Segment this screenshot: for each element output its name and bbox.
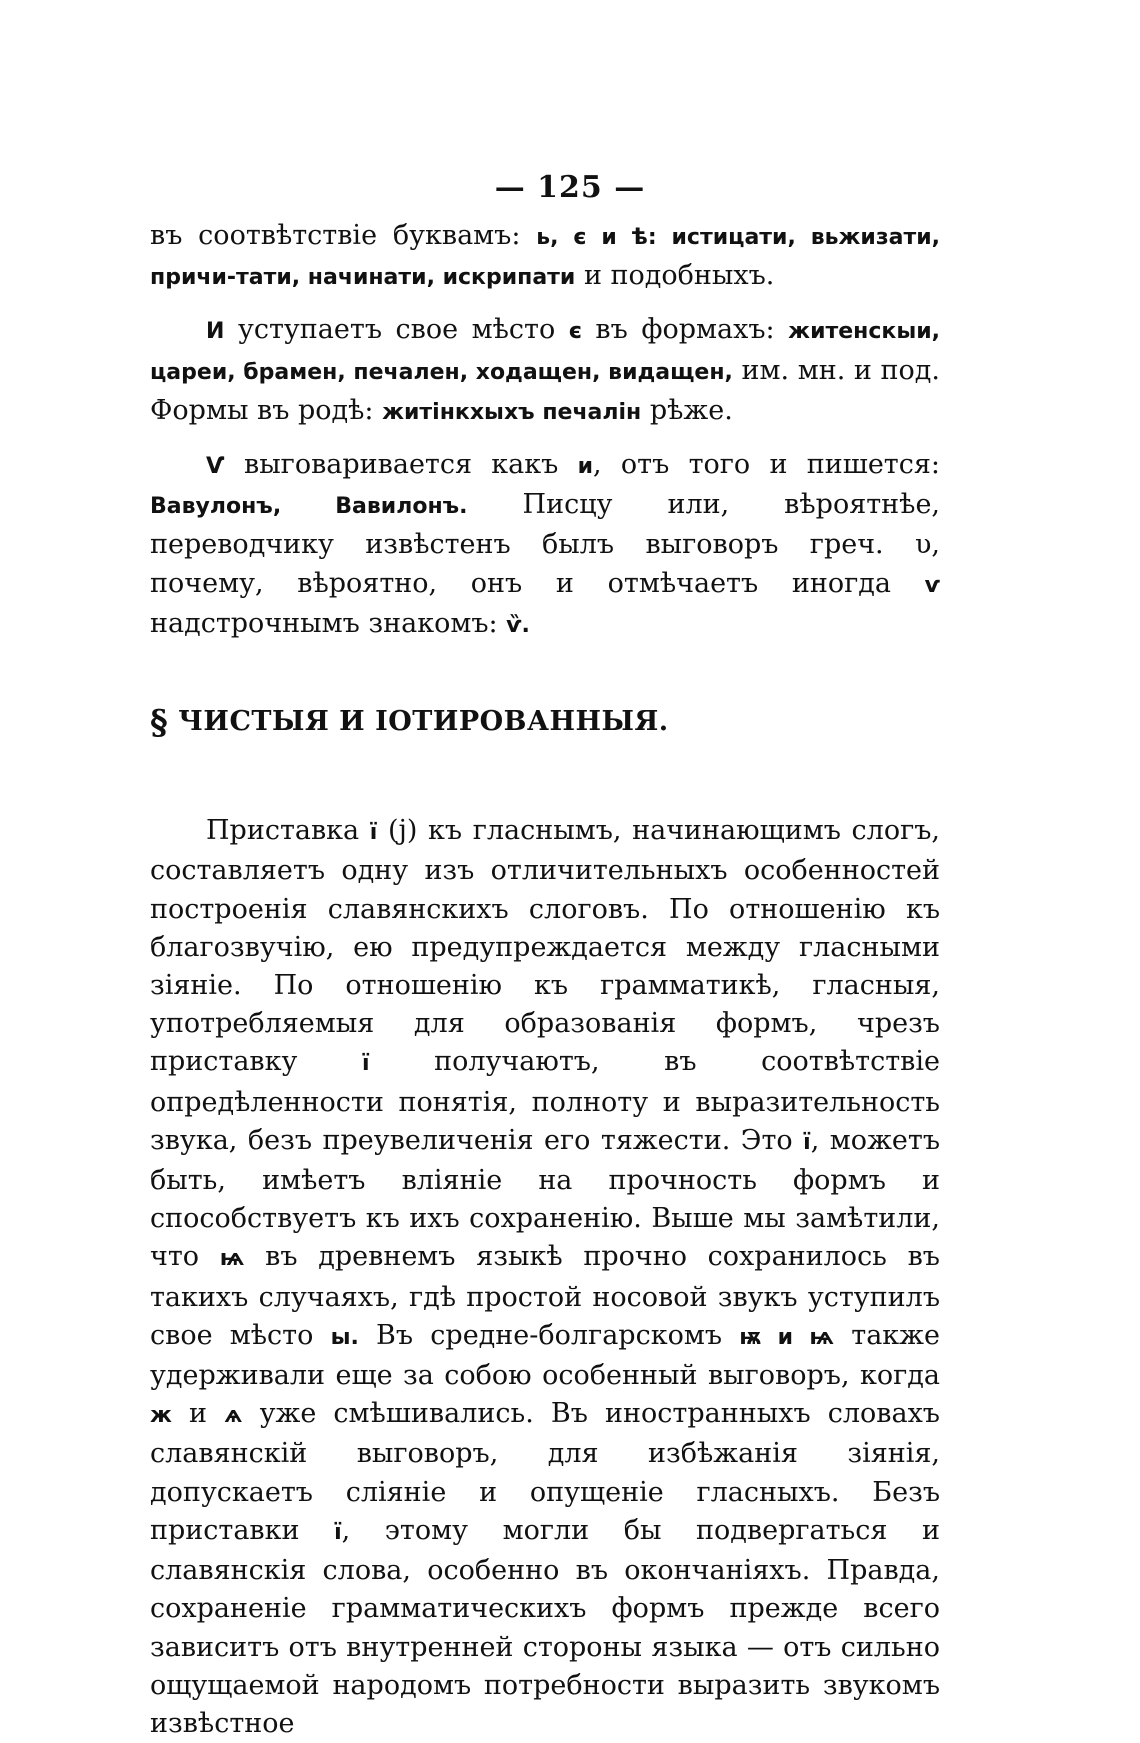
paragraph-text: также удерживали еще за собою особенный выговоръ, когда (150, 1319, 940, 1392)
page-number: — 125 — (494, 170, 646, 205)
church-slavonic-letter: ї (803, 1129, 811, 1155)
paragraph-text: въ древнемъ языкѣ прочно сохранилось въ такихъ случаяхъ, гдѣ простой носовой звукъ уступилъ свое мѣсто (150, 1241, 940, 1351)
section-heading (150, 703, 940, 742)
paragraph-text: въ соотвѣтствіе буквамъ: (150, 220, 537, 251)
church-slavonic-letter: ѧ (224, 1403, 243, 1429)
section-symbol: § (150, 703, 169, 744)
paragraph-3 (150, 446, 940, 645)
section-heading-text: ЧИСТЫЯ И ІОТИРОВАННЫЯ. (178, 706, 669, 738)
church-slavonic-letter: ѷ. (506, 612, 530, 638)
paragraph-text: , отъ того и пишется: (593, 449, 940, 481)
paragraph-text: выговаривается какъ (224, 449, 578, 481)
church-slavonic-letter: И (206, 319, 225, 345)
church-slavonic-letter: ї (369, 820, 378, 846)
paragraph-1 (150, 217, 940, 297)
church-slavonic-letter: ї (361, 1051, 370, 1077)
church-slavonic-text: житінкхыхъ печалін (382, 399, 642, 425)
paragraph-4 (150, 812, 940, 1743)
church-slavonic-letter: ї (334, 1519, 342, 1545)
church-slavonic-letter: Ѵ (206, 454, 225, 480)
paragraph-text: и подобныхъ. (575, 260, 775, 292)
church-slavonic-letter: ѭ и ѩ (739, 1324, 835, 1350)
paragraph-text: Приставка (206, 815, 370, 847)
paragraph-text: въ формахъ: (581, 314, 789, 346)
paragraph-text: уступаетъ свое мѣсто (224, 314, 569, 346)
church-slavonic-text: житенскыи, цареи, брамен, печален, ходащен, видащен, (150, 319, 940, 385)
paragraph-text: Писцу или, вѣроятнѣе, переводчику извѣстенъ былъ выговоръ греч. υ, почему, вѣроятно, онъ и отмѣчаетъ иногда (150, 489, 941, 599)
church-slavonic-letter: ж (150, 1403, 172, 1429)
church-slavonic-text: Вавулонъ, Вавилонъ. (150, 494, 468, 520)
church-slavonic-letter: є (568, 319, 582, 345)
paragraph-text: рѣже. (641, 394, 733, 426)
paragraph-text: им. мн. и под. Формы въ родѣ: (150, 354, 940, 426)
church-slavonic-letter: и (577, 454, 594, 480)
paragraph-text: уже смѣшивались. Въ иностранныхъ словахъ славянскій выговоръ, для избѣжанія зіянія, допускаетъ сліяніе и опущеніе гласныхъ. Безъ приставки (150, 1398, 940, 1546)
paragraph-text: надстрочнымъ знакомъ: (150, 607, 507, 639)
paragraph-text: , можетъ быть, имѣетъ вліяніе на прочность формъ и способствуетъ къ ихъ сохраненію. Выше мы замѣтили, что (150, 1124, 940, 1273)
church-slavonic-letter: ѵ (924, 572, 940, 598)
church-slavonic-letter: ѩ (219, 1246, 245, 1272)
church-slavonic-text: ь, є и ѣ: истицати, вьжизати, причи-тати, начинати, искрипати (150, 225, 940, 291)
paragraph-text: получаютъ, въ соотвѣтствіе опредѣленности понятія, полноту и выразительность звука, безъ преувеличенія его тяжести. Это (150, 1046, 940, 1156)
paragraph-text: и (171, 1398, 225, 1430)
paragraph-2 (150, 311, 940, 432)
paragraph-text: (j) къ гласнымъ, начинающимъ слогъ, составляетъ одну изъ отличительныхъ особенностей построенія славянскихъ слоговъ. По отношенію къ благозвучію, ею предупреждается между гласными зіяніе. По отношенію къ грамматикѣ, гласныя, употребляемыя для образованія формъ, чрезъ приставку (150, 815, 940, 1078)
page-body (150, 217, 940, 1743)
church-slavonic-letter: ы. (330, 1324, 359, 1350)
paragraph-text: Въ средне-болгарскомъ (358, 1319, 740, 1351)
paragraph-text: , этому могли бы подвергаться и славянскія слова, особенно въ окончаніяхъ. Правда, сохраненіе грамматическихъ формъ прежде всего зависитъ отъ внутренней стороны языка — отъ сильно ощущаемой народомъ потребности выразить звукомъ извѣстное (150, 1514, 940, 1739)
